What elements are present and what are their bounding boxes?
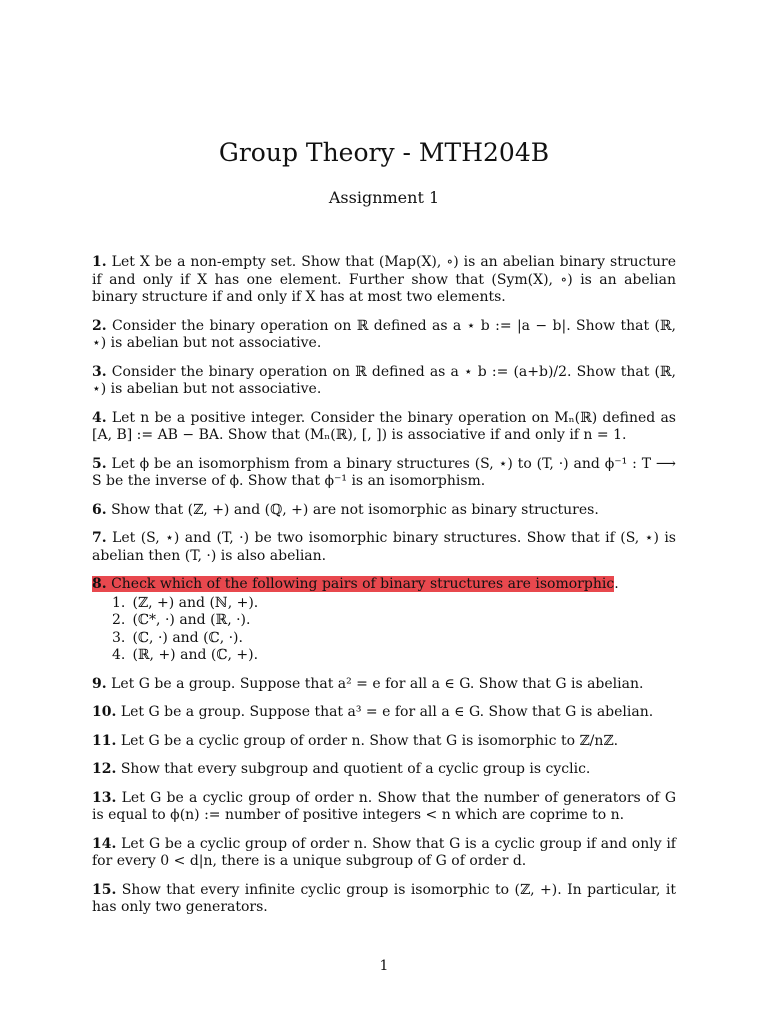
problem-4 <box>92 410 676 445</box>
problem-number: 13. <box>92 789 117 806</box>
problem-text: Show that every infinite cyclic group is isomorphic to (ℤ, +). In particular, it has only two generators. <box>92 881 677 915</box>
item-text: (ℝ, +) and (ℂ, +). <box>132 647 259 663</box>
problem-text: Let G be a group. Suppose that a² = e for all a ∈ G. Show that G is abelian. <box>111 675 644 692</box>
problem-text: Let G be a group. Suppose that a³ = e for all a ∈ G. Show that G is abelian. <box>120 704 654 720</box>
problem-1 <box>92 254 676 307</box>
problem-11 <box>92 733 676 751</box>
list-item <box>92 612 676 630</box>
problem-14 <box>92 836 676 871</box>
page-title: Group Theory - MTH204B <box>218 138 550 167</box>
problem-number: 8. <box>92 576 107 592</box>
problem-text: Let G be a cyclic group of order n. Show that G is isomorphic to ℤ/nℤ. <box>120 732 619 749</box>
problem-3 <box>92 364 676 399</box>
problem-number: 15. <box>92 881 117 898</box>
problem-number: 9. <box>92 675 107 692</box>
problem-number: 10. <box>92 704 117 720</box>
problem-6 <box>92 502 676 520</box>
problem-15 <box>92 882 676 917</box>
item-text: (ℤ, +) and (ℕ, +). <box>132 594 259 611</box>
problem-number: 11. <box>92 732 117 749</box>
problem-5 <box>92 456 676 491</box>
problem-text: Check which of the following pairs of binary structures are isomorphic <box>111 576 615 592</box>
problem-number: 6. <box>92 501 107 518</box>
problem-text: Show that every subgroup and quotient of a cyclic group is cyclic. <box>120 761 591 777</box>
item-text: (ℂ*, ·) and (ℝ, ·). <box>132 612 251 628</box>
problem-text: Consider the binary operation on ℝ defined as a ⋆ b := |a − b|. Show that (ℝ, ⋆) is abelian but not associative. <box>92 317 677 351</box>
problem-2 <box>92 318 676 353</box>
problem-text: Let (S, ⋆) and (T, ·) be two isomorphic binary structures. Show that if (S, ⋆) is abelian then (T, ·) is also abelian. <box>92 530 676 564</box>
problem-number: 4. <box>92 409 107 426</box>
problem-number: 14. <box>92 835 117 852</box>
problem-8 <box>92 576 676 594</box>
problem-10 <box>92 704 676 722</box>
problem-number: 12. <box>92 761 117 777</box>
item-text: (ℂ, ·) and (ℂ, ·). <box>132 629 243 646</box>
problem-list <box>92 254 676 928</box>
page-subtitle: Assignment 1 <box>328 188 440 207</box>
problem-number: 1. <box>92 254 107 270</box>
item-number: 3. <box>112 629 126 646</box>
problem-number: 3. <box>92 363 107 380</box>
problem-text: Let G be a cyclic group of order n. Show that the number of generators of G is equal to ϕ(n) := number of positive integers < n which are coprime to n. <box>92 789 677 823</box>
problem-text: Let n be a positive integer. Consider the binary operation on Mₙ(ℝ) defined as [A, B] := AB − BA. Show that (Mₙ(ℝ), [, ]) is associative if and only if n = 1. <box>92 409 676 443</box>
problem-9 <box>92 676 676 694</box>
problem-number: 2. <box>92 317 107 334</box>
item-number: 1. <box>112 594 126 611</box>
problem-text-tail: . <box>614 576 619 592</box>
page-number: 1 <box>379 958 389 974</box>
problem-text: Consider the binary operation on ℝ defined as a ⋆ b := (a+b)/2. Show that (ℝ, ⋆) is abelian but not associative. <box>92 363 677 397</box>
problem-number: 7. <box>92 530 107 546</box>
list-item <box>92 647 676 665</box>
highlighted-text <box>92 576 614 592</box>
problem-12 <box>92 761 676 779</box>
problem-text: Let G be a cyclic group of order n. Show that G is a cyclic group if and only if for every 0 < d|n, there is a unique subgroup of G of order d. <box>92 835 676 869</box>
problem-8-sublist <box>92 595 676 665</box>
item-number: 2. <box>112 612 126 628</box>
list-item <box>92 595 676 613</box>
problem-text: Let X be a non-empty set. Show that (Map(X), ∘) is an abelian binary structure if and only if X has one element. Further show that (Sym(X), ∘) is an abelian binary structure if and only if X has at most two elements. <box>92 254 676 305</box>
list-item <box>92 630 676 648</box>
problem-number: 5. <box>92 455 107 472</box>
problem-text: Show that (ℤ, +) and (ℚ, +) are not isomorphic as binary structures. <box>111 501 599 518</box>
problem-13 <box>92 790 676 825</box>
problem-7 <box>92 530 676 565</box>
item-number: 4. <box>112 647 126 663</box>
problem-text: Let ϕ be an isomorphism from a binary structures (S, ⋆) to (T, ·) and ϕ⁻¹ : T ⟶ S be the inverse of ϕ. Show that ϕ⁻¹ is an isomorphism. <box>92 455 677 489</box>
